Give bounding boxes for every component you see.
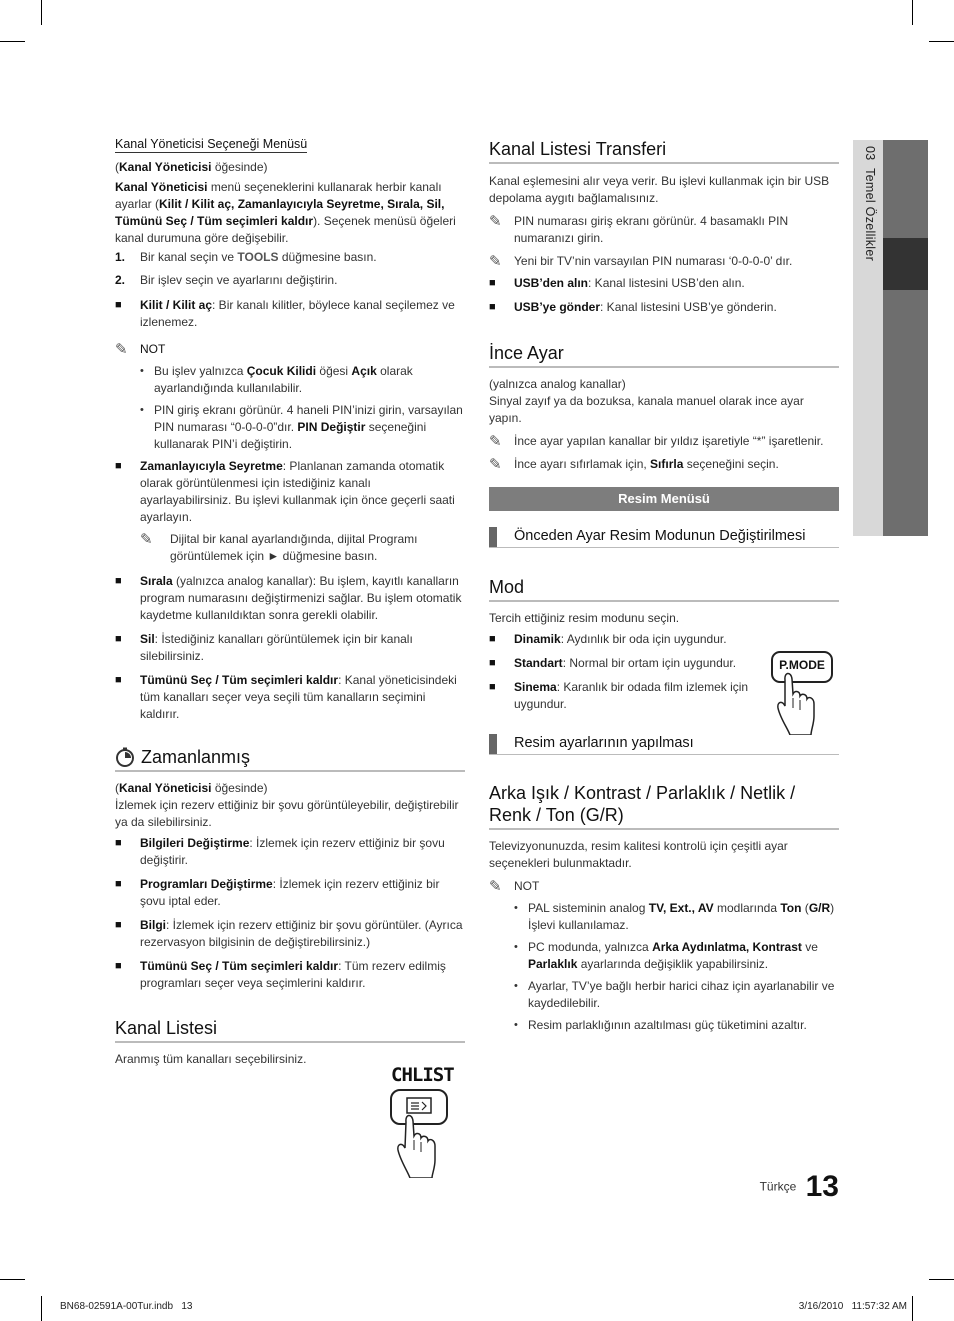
- crop-mark: [0, 1279, 25, 1280]
- scheduled-bullet: ■ Tümünü Seç / Tüm seçimleri kaldır: Tüm rezerv edilmiş programları seçer veya seçimlerini kaldırır.: [115, 959, 446, 990]
- section-fine-tune-title: İnce Ayar: [489, 342, 839, 368]
- note-pencil-icon: ✎: [489, 878, 502, 895]
- note-header: ✎ NOT: [489, 878, 540, 895]
- backlight-intro: Televizyonunuzda, resim kalitesi kontrolü için çeşitli ayar seçenekleri bulunmaktadır.: [489, 839, 788, 870]
- section-backlight-title: Arka Işık / Kontrast / Parlaklık / Netlik / Renk / Ton (G/R): [489, 782, 839, 830]
- step-1: 1. Bir kanal seçin ve TOOLS düğmesine basın.: [115, 250, 377, 264]
- note-bullet: • PAL sisteminin analog TV, Ext., AV modlarında Ton (G/R) İşlevi kullanılamaz.: [514, 901, 835, 932]
- fine-tune-note: ✎ İnce ayar yapılan kanallar bir yıldız işaretiyle “*” işaretlenir.: [489, 433, 824, 450]
- page-number: 13: [805, 1170, 839, 1204]
- section-mode-title: Mod: [489, 576, 839, 602]
- clock-icon: [115, 747, 135, 767]
- timer-note: ✎ Dijital bir kanal ayarlandığında, dijital Programı görüntülemek için ► düğmesine basın.: [140, 531, 418, 563]
- scheduled-intro: İzlemek için rezerv ettiğiniz bir şovu görüntüleyebilir, değiştirebilir ya da silebilirsiniz.: [115, 798, 459, 829]
- note-pencil-icon: ✎: [489, 213, 502, 230]
- crop-mark: [912, 1296, 913, 1321]
- note-header: ✎ NOT: [115, 341, 166, 358]
- mode-intro: Tercih ettiğiniz resim modunu seçin.: [489, 611, 680, 625]
- chapter-side-tab: [853, 140, 928, 536]
- transfer-note: ✎ PIN numarası giriş ekranı görünür. 4 basamaklı PIN numaranızı girin.: [489, 213, 789, 245]
- note-bullet: • Bu işlev yalnızca Çocuk Kilidi öğesi Açık olarak ayarlandığında kullanılabilir.: [140, 364, 413, 395]
- section-scheduled-title: Zamanlanmış: [115, 746, 465, 772]
- note-bullet: • PIN giriş ekranı görünür. 4 haneli PIN’inizi girin, varsayılan PIN numarası “0-0-0-0”dır. PIN Değiştir seçeneğini kullanarak PIN’i değiştirin.: [140, 403, 463, 451]
- chlist-button-illustration: [388, 1064, 458, 1179]
- print-file-info: BN68-02591A-00Tur.indb 13: [60, 1301, 193, 1312]
- page-footer: [700, 1170, 839, 1212]
- print-date-info: 3/16/2010 11:57:32 AM: [798, 1301, 907, 1312]
- chlist-label: CHLIST: [391, 1064, 454, 1086]
- channel-list-text: Aranmış tüm kanalları seçebilirsiniz.: [115, 1052, 307, 1066]
- preset-mode-heading: Önceden Ayar Resim Modunun Değiştirilmesi: [489, 526, 839, 548]
- note-pencil-icon: ✎: [115, 341, 128, 358]
- hand-press-icon: [388, 1088, 458, 1178]
- bullet-usb-to: ■ USB’ye gönder: Kanal listesini USB’ye gönderin.: [489, 300, 777, 314]
- chapter-label: 03 Temel Özellikler: [863, 146, 877, 262]
- bullet-usb-from: ■ USB’den alın: Kanal listesini USB’den alın.: [489, 276, 745, 290]
- menu-title: Kanal Yöneticisi Seçeneği Menüsü: [115, 137, 308, 151]
- language-label: Türkçe: [759, 1179, 797, 1194]
- fine-tune-note: ✎ İnce ayarı sıfırlamak için, Sıfırla seçeneğini seçin.: [489, 456, 779, 473]
- fine-tune-sub: (yalnızca analog kanallar): [489, 377, 626, 391]
- section-channel-list-title: Kanal Listesi: [115, 1017, 465, 1043]
- mode-bullet: ■ Standart: Normal bir ortam için uygundur.: [489, 656, 737, 670]
- pmode-label: P.MODE: [779, 658, 825, 672]
- note-bullet: • Resim parlaklığının azaltılması güç tüketimini azaltır.: [514, 1018, 807, 1032]
- note-bullet: • PC modunda, yalnızca Arka Aydınlatma, Kontrast ve Parlaklık ayarlarında değişiklik yapabilirsiniz.: [514, 940, 818, 971]
- right-column: [489, 136, 839, 1034]
- crop-mark: [41, 0, 42, 25]
- note-pencil-icon: ✎: [489, 456, 502, 473]
- picture-settings-heading: Resim ayarlarının yapılması: [489, 733, 839, 755]
- crop-mark: [0, 41, 25, 42]
- note-pencil-icon: ✎: [489, 433, 502, 450]
- pmode-button-illustration: [770, 650, 835, 735]
- bullet-timer: ■ Zamanlayıcıyla Seyretme: Planlanan zamanda otomatik olarak görüntülenmesi için istediğiniz kanalı ayarlayabilirsiniz. Bu işlevi kullanmak için önce geçerli saati ayarlayın.: [115, 459, 455, 524]
- transfer-intro: Kanal eşlemesini alır veya verir. Bu işlevi kullanmak için bir USB depolama aygıtı bağlamalısınız.: [489, 174, 830, 205]
- picture-menu-bar: Resim Menüsü: [489, 487, 839, 511]
- bullet-lock: ■ Kilit / Kilit aç: Bir kanalı kilitler, böylece kanal seçilemez ve izlenemez.: [115, 298, 455, 329]
- crop-mark: [912, 0, 913, 25]
- scheduled-bullet: ■ Bilgi: İzlemek için rezerv ettiğiniz bir şovu görüntüler. (Ayrıca rezervasyon bilgisinin de değiştirebilirsiniz.): [115, 918, 463, 949]
- scheduled-context: (Kanal Yöneticisi öğesinde): [115, 781, 268, 795]
- note-pencil-icon: ✎: [140, 531, 153, 548]
- left-column: [115, 136, 465, 1068]
- menu-intro: Kanal Yöneticisi menü seçeneklerini kullanarak herbir kanalı ayarlar (Kilit / Kilit aç, Zamanlayıcıyla Seyretme, Sırala, Sil, Tümünü Seç / Tüm seçimleri kaldır). Seçenek menüsü öğeleri kanal durumuna göre değişebilir.: [115, 180, 456, 245]
- note-pencil-icon: ✎: [489, 253, 502, 270]
- transfer-note: ✎ Yeni bir TV’nin varsayılan PIN numarası ‘0-0-0-0’ dır.: [489, 253, 793, 270]
- crop-mark: [929, 1279, 954, 1280]
- scheduled-bullet: ■ Bilgileri Değiştirme: İzlemek için rezerv ettiğiniz bir şovu değiştirir.: [115, 836, 445, 867]
- bullet-delete: ■ Sil: İstediğiniz kanalları görüntülemek için bir kanalı silebilirsiniz.: [115, 632, 413, 663]
- step-2: 2. Bir işlev seçin ve ayarlarını değiştirin.: [115, 273, 338, 287]
- crop-mark: [929, 41, 954, 42]
- bullet-select-all: ■ Tümünü Seç / Tüm seçimleri kaldır: Kanal yöneticisindeki tüm kanalları seçer veya seçili tüm kanalların seçimini kaldırır.: [115, 673, 457, 721]
- scheduled-bullet: ■ Programları Değiştirme: İzlemek için rezerv ettiğiniz bir şovu iptal eder.: [115, 877, 440, 908]
- fine-tune-intro: Sinyal zayıf ya da bozuksa, kanala manuel olarak ince ayar yapın.: [489, 394, 804, 425]
- mode-bullet: ■ Sinema: Karanlık bir odada film izlemek için uygundur.: [489, 680, 749, 711]
- mode-bullet: ■ Dinamik: Aydınlık bir oda için uygundur.: [489, 632, 727, 646]
- crop-mark: [41, 1296, 42, 1321]
- section-transfer-title: Kanal Listesi Transferi: [489, 138, 839, 164]
- bullet-sort: ■ Sırala (yalnızca analog kanallar): Bu işlem, kayıtlı kanalların program numarasını değiştirmenizi sağlar. Bu işlem otomatik kaydetme kullanıldıktan sonra gerekli olabilir.: [115, 574, 462, 622]
- menu-context: (Kanal Yöneticisi öğesinde): [115, 160, 268, 174]
- note-bullet: • Ayarlar, TV’ye bağlı herbir harici cihaz için ayarlanabilir ve kaydedilebilir.: [514, 979, 835, 1010]
